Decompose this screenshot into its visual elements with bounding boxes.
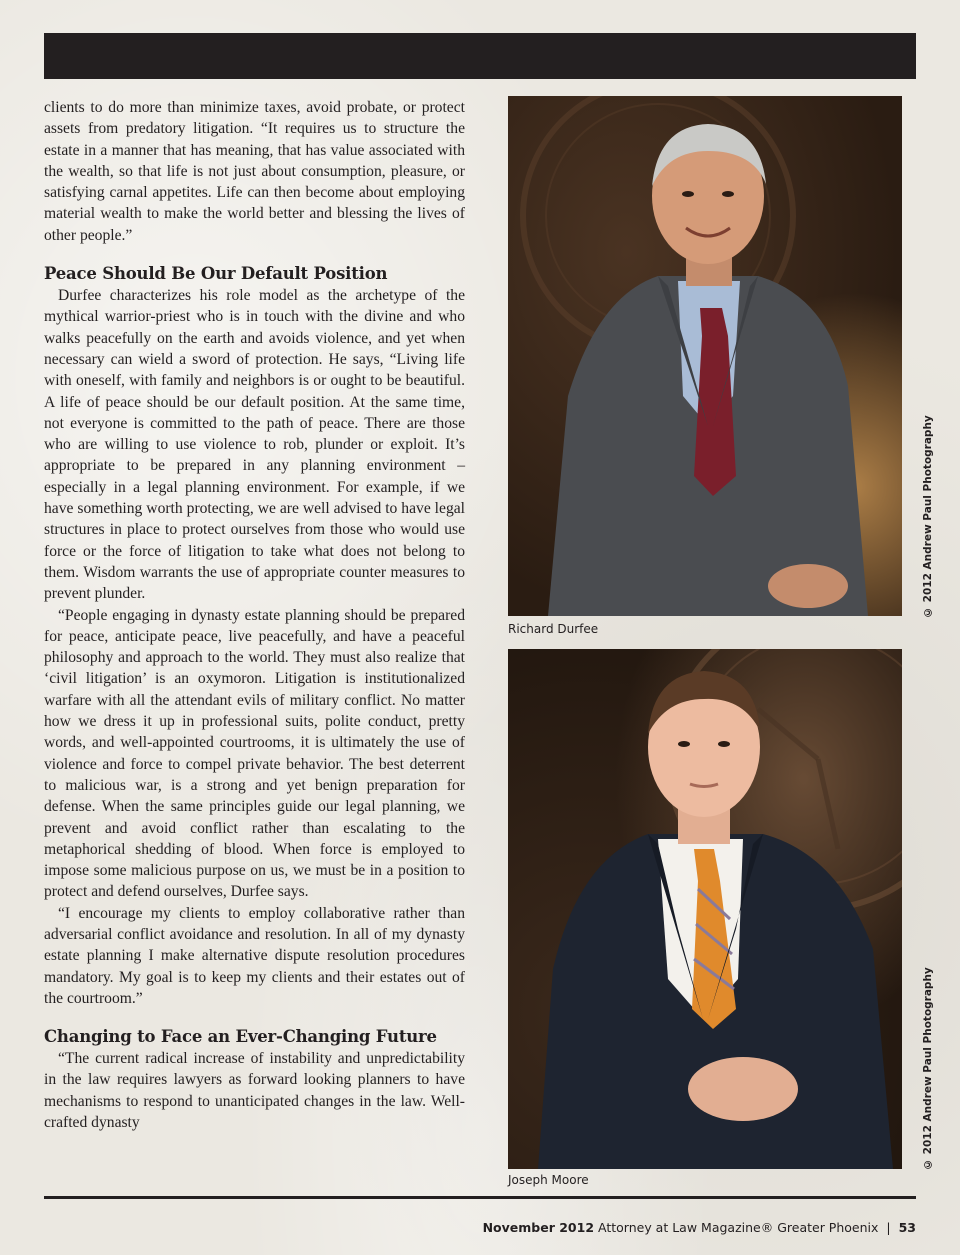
article-column	[44, 97, 465, 1133]
article-paragraph: “I encourage my clients to employ collaborative rather than adversarial conflict avoidance and resolution. In all of my dynasty estate planning I make alternative dispute resolution procedures mandatory. My goal is to keep my clients and their estates out of the courtroom.”	[44, 904, 465, 1007]
photo-credit: © 2012 Andrew Paul Photography	[922, 967, 934, 1170]
section-heading-changing: Changing to Face an Ever-Changing Future	[44, 1027, 437, 1047]
article-paragraph: Durfee characterizes his role model as the archetype of the mythical warrior-priest who is in touch with the divine and who walks peacefully on the earth and avoids violence, and yet when necessary can wield a sword of protection. He says, “Living life with oneself, with family and neighbors is or ought to be beautiful. A life of peace should be our default position. At the same time, not everyone is committed to the path of peace. There are those who are willing to use violence to rob, plunder or exploit. It’s appropriate to be prepared in any planning environment – especially in a legal planning environment. For example, if we have something worth protecting, we are well advised to have legal structures in place to protect ourselves from those who would use force or the force of litigation to take what does not belong to them. Wisdom warrants the use of appropriate counter measures to prevent plunder.	[44, 287, 465, 603]
footer-separator: |	[886, 1220, 891, 1235]
photo-caption: Richard Durfee	[508, 622, 599, 636]
photo-richard-durfee	[508, 96, 902, 616]
page-number: 53	[898, 1220, 916, 1235]
photo-joseph-moore	[508, 649, 902, 1169]
footer-publication: Attorney at Law Magazine® Greater Phoenix	[598, 1220, 879, 1235]
section-heading-peace: Peace Should Be Our Default Position	[44, 264, 388, 284]
article-paragraph: “The current radical increase of instability and unpredictability in the law requires lawyers as forward looking planners to have mechanisms to respond to unanticipated changes in the law. Well-crafted dynasty	[44, 1050, 465, 1132]
photo-caption: Joseph Moore	[508, 1173, 589, 1187]
article-paragraph: “People engaging in dynasty estate planning should be prepared for peace, anticipate peace, live peacefully, and have a peaceful philosophy and approach to the world. They must also realize that ‘civil litigation’ is an oxymoron. Litigation is institutionalized warfare with all the attendant evils of military conflict. No matter how we dress it up in professional suits, polite conduct, pretty words, and well-appointed courtrooms, it is ultimately the use of violence and force to compel private behavior. The best deterrent to malicious war, is a strong and yet benign preparation for defense. When the same principles guide our legal planning, we prevent and avoid conflict rather than escalating to the metaphorical shedding of blood. When force is employed to impose some malicious purpose on us, we must be in a position to protect and defend ourselves, Durfee says.	[44, 606, 465, 901]
portrait-illustration	[508, 96, 902, 616]
footer-rule	[44, 1196, 916, 1199]
photo-credit: © 2012 Andrew Paul Photography	[922, 415, 934, 618]
header-bar	[44, 33, 916, 79]
portrait-illustration	[508, 649, 902, 1169]
footer-issue-date: November 2012	[482, 1220, 595, 1235]
intro-paragraph: clients to do more than minimize taxes, avoid probate, or protect assets from predatory litigation. “It requires us to structure the estate in a manner that has meaning, that has value associated with the wealth, so that life is not just about consumption, pleasure, or satisfying carnal appetites. Life can then become about employing material wealth to make the world better and blessing the lives of other people.”	[44, 99, 465, 244]
page-footer	[483, 1220, 916, 1235]
